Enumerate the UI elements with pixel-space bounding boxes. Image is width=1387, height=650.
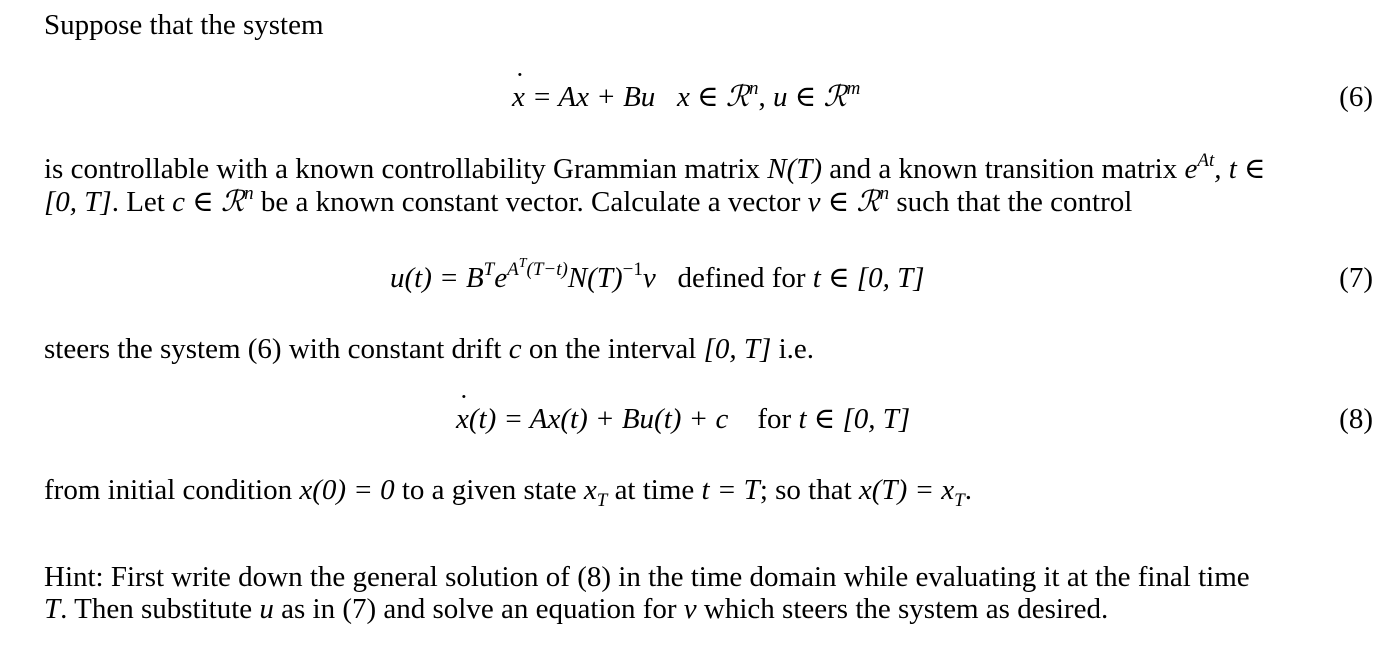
intro-text: Suppose that the system bbox=[44, 9, 324, 41]
equation-7: $u(t) = B^Te^{A^T(T-t)}N(T)^{-1}v$ defined for t ∈ [0, T] bbox=[390, 256, 925, 294]
paragraph-3: steers the system (6) with constant drift c on the interval [0, T] i.e. bbox=[44, 333, 814, 365]
equation-6-number: (6) bbox=[1339, 81, 1373, 113]
hint-line-1: Hint: First write down the general solution of (8) in the time domain while evaluating it at the final time bbox=[44, 561, 1250, 593]
paragraph-4: from initial condition x(0) = 0 to a given state $x_T$ at time t = T; so that $x(T) = x_T$. bbox=[44, 474, 972, 511]
hint-line-2: T. Then substitute u as in (7) and solve an equation for v which steers the system as desired. bbox=[44, 593, 1109, 625]
equation-8-number: (8) bbox=[1339, 403, 1373, 435]
paragraph-2-line-2: [0, T]. Let c ∈ ℛ$^n$ be a known constant vector. Calculate a vector v ∈ ℛ$^n$ such that the control bbox=[44, 183, 1133, 218]
paragraph-2-line-1: is controllable with a known controllability Grammian matrix N(T) and a known transition matrix $e^{At}$, t ∈ bbox=[44, 150, 1266, 185]
x-dot: ˙ x bbox=[512, 80, 525, 114]
equation-8: ˙ x(t) = Ax(t) + Bu(t) + c for t ∈ [0, T] bbox=[456, 402, 910, 436]
equation-6: ˙ x = Ax + Bu x ∈ ℛ$^n$, u ∈ ℛ$^m$ bbox=[512, 80, 860, 114]
equation-7-number: (7) bbox=[1339, 262, 1373, 294]
